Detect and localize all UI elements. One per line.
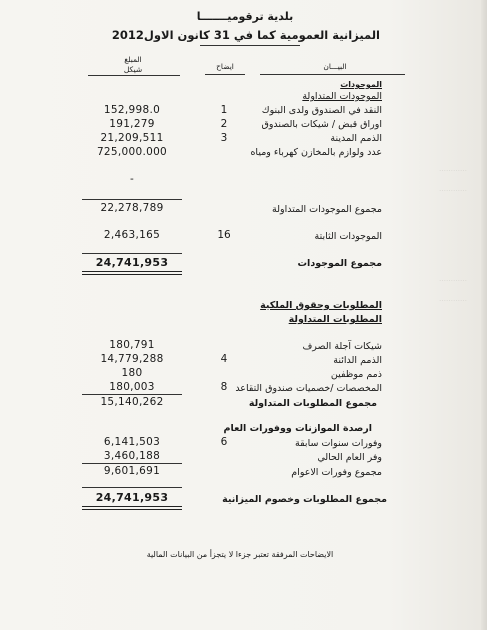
bleed-through-text: ………… [439,275,467,283]
currency-column-header: شيكل [123,65,143,74]
liability-row-amount: 180,003 [109,381,155,393]
grand-total-double-rule [82,506,182,510]
liability-row-label: المخصصات /خصميات صندوق التقاعد [235,383,382,394]
amount-header-underline [88,75,180,76]
asset-row-amount: 21,209,511 [100,132,164,144]
liability-row-amount: 180 [121,367,143,379]
page-edge-shadow [481,0,487,630]
grand-total-rule [82,487,182,488]
current-liabilities-total: 15,140,262 [100,396,164,408]
reserve-row-amount: 3,460,188 [103,450,161,462]
reserves-total: 9,601,691 [103,465,161,477]
current-liabilities-title: المطلوبات المتداولة [288,314,382,325]
bleed-through-text: ………… [439,185,467,193]
asset-row-note: 3 [220,132,228,144]
current-liabilities-rule [82,394,182,395]
reserves-rule [82,463,182,464]
note-header-underline [205,74,245,75]
amount-column-header: المبلغ [124,55,142,64]
reserve-row-label: وفورات سنوات سابقة [295,438,382,449]
asset-row-note: 2 [220,118,228,130]
liability-row-note: 8 [220,381,228,393]
fixed-assets-note: 16 [217,229,231,241]
balance-sheet-subtitle: الميزانية العمومية كما في 31 كانون الاول2012 [111,28,380,42]
liability-row-label: الذمم الدائنة [333,355,382,366]
current-assets-total-label: مجموع الموجودات المتداولة [272,204,382,215]
asset-row-label: الذمم المدينة [330,133,382,144]
reserves-total-label: مجموع وفورات الاعوام [291,467,382,478]
statement-header-underline [260,74,405,75]
asset-row-amount: 725,000.000 [96,146,168,158]
municipality-title: بلدية ترقوميـــــــا [196,10,294,23]
reserves-title: ارصدة الموازنات ووفورات العام [223,423,372,434]
total-assets-rule [82,253,182,254]
liability-row-label: ذمم موظفين [330,369,382,380]
bleed-through-text: ………… [439,295,467,303]
asset-row-amount: 191,279 [109,118,155,130]
liability-row-amount: 14,779,288 [100,353,164,365]
current-assets-rule [82,199,182,200]
statement-column-header: البيـــان [323,62,347,71]
asset-row-label: عدد ولوازم بالمخازن كهرباء ومياه [250,147,382,158]
current-assets-total: 22,278,789 [100,202,164,214]
current-liabilities-total-label: مجموع المطلوبات المتداولة [248,398,377,409]
reserve-row-note: 6 [220,436,228,448]
liability-row-note: 4 [220,353,228,365]
title-underline [200,45,300,46]
liabilities-equity-title: المطلوبات وحقوق الملكية [260,300,382,311]
liability-row-amount: 180,791 [109,339,155,351]
asset-dash: - [129,173,135,185]
reserve-row-label: وفر العام الحالي [317,452,382,463]
asset-row-label: النقد في الصندوق ولدى البنوك [261,105,382,116]
total-assets-label: مجموع الموجودات [297,258,382,269]
note-column-header: ايضاح [216,62,234,71]
footer-note: الايضاحات المرفقة تعتبر جزءا لا يتجزأ من البيانات المالية [146,550,334,559]
reserve-row-amount: 6,141,503 [103,436,161,448]
current-assets-title: الموجودات المتداولة [302,91,382,102]
grand-total-amount: 24,741,953 [95,491,169,504]
asset-row-label: اوراق قبض / شيكات بالصندوق [261,119,382,130]
total-assets-double-rule [82,271,182,275]
asset-row-amount: 152,998.0 [103,104,161,116]
grand-total-label: مجموع المطلوبات وخصوم الميزانية [222,494,387,505]
fixed-assets-label: الموجودات الثابتة [314,231,382,242]
assets-section-title: الموجودات [340,80,382,89]
asset-row-note: 1 [220,104,228,116]
bleed-through-text: ………… [439,165,467,173]
fixed-assets-amount: 2,463,165 [103,229,161,241]
total-assets-amount: 24,741,953 [95,256,169,269]
liability-row-label: شيكات آجلة الصرف [302,341,382,352]
